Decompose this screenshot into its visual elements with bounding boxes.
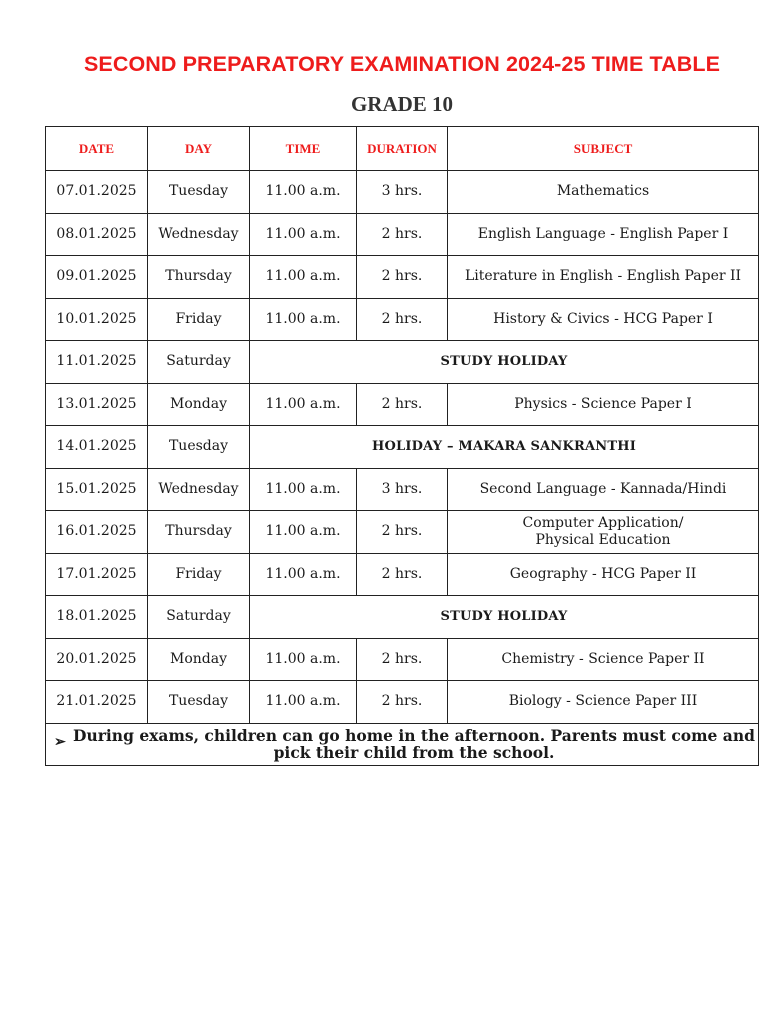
date-cell: 14.01.2025	[46, 426, 148, 469]
date-cell: 10.01.2025	[46, 298, 148, 341]
date-cell: 18.01.2025	[46, 596, 148, 639]
day-cell: Thursday	[148, 511, 250, 554]
day-cell: Monday	[148, 638, 250, 681]
duration-cell: 2 hrs.	[357, 638, 448, 681]
day-cell: Wednesday	[148, 468, 250, 511]
date-cell: 16.01.2025	[46, 511, 148, 554]
table-row	[46, 171, 759, 214]
header-subject: SUBJECT	[448, 127, 759, 171]
day-cell: Saturday	[148, 596, 250, 639]
date-cell: 09.01.2025	[46, 256, 148, 299]
day-cell: Tuesday	[148, 426, 250, 469]
note-row	[46, 723, 759, 766]
timetable-body	[46, 171, 759, 724]
duration-cell: 3 hrs.	[357, 468, 448, 511]
time-cell: 11.00 a.m.	[250, 638, 357, 681]
table-row	[46, 596, 759, 639]
note-text: During exams, children can go home in the afternoon. Parents must come and pick their child from the school.	[73, 726, 755, 763]
date-cell: 07.01.2025	[46, 171, 148, 214]
day-cell: Friday	[148, 298, 250, 341]
note-cell	[46, 723, 759, 766]
time-cell: 11.00 a.m.	[250, 468, 357, 511]
time-cell: 11.00 a.m.	[250, 511, 357, 554]
table-row	[46, 426, 759, 469]
header-day: DAY	[148, 127, 250, 171]
subject-cell: Biology - Science Paper III	[448, 681, 759, 724]
duration-cell: 2 hrs.	[357, 553, 448, 596]
day-cell: Saturday	[148, 341, 250, 384]
table-row	[46, 468, 759, 511]
date-cell: 13.01.2025	[46, 383, 148, 426]
duration-cell: 3 hrs.	[357, 171, 448, 214]
time-cell: 11.00 a.m.	[250, 383, 357, 426]
date-cell: 08.01.2025	[46, 213, 148, 256]
subject-cell: English Language - English Paper I	[448, 213, 759, 256]
subject-cell: History & Civics - HCG Paper I	[448, 298, 759, 341]
table-row	[46, 553, 759, 596]
date-cell: 20.01.2025	[46, 638, 148, 681]
page-title: SECOND PREPARATORY EXAMINATION 2024-25 TIME TABLE	[83, 52, 721, 76]
header-time: TIME	[250, 127, 357, 171]
time-cell: 11.00 a.m.	[250, 171, 357, 214]
duration-cell: 2 hrs.	[357, 213, 448, 256]
time-cell: 11.00 a.m.	[250, 681, 357, 724]
duration-cell: 2 hrs.	[357, 298, 448, 341]
duration-cell: 2 hrs.	[357, 383, 448, 426]
date-cell: 21.01.2025	[46, 681, 148, 724]
arrow-bullet-icon: ➢	[54, 734, 66, 751]
day-cell: Tuesday	[148, 171, 250, 214]
subject-cell: Mathematics	[448, 171, 759, 214]
table-row	[46, 383, 759, 426]
header-date: DATE	[46, 127, 148, 171]
holiday-cell: STUDY HOLIDAY	[250, 341, 759, 384]
duration-cell: 2 hrs.	[357, 511, 448, 554]
subject-cell: Literature in English - English Paper II	[448, 256, 759, 299]
subject-line: Physical Education	[535, 531, 671, 548]
date-cell: 17.01.2025	[46, 553, 148, 596]
date-cell: 11.01.2025	[46, 341, 148, 384]
table-row	[46, 681, 759, 724]
table-row	[46, 511, 759, 554]
subject-cell: Physics - Science Paper I	[448, 383, 759, 426]
day-cell: Tuesday	[148, 681, 250, 724]
date-cell: 15.01.2025	[46, 468, 148, 511]
table-row	[46, 341, 759, 384]
time-cell: 11.00 a.m.	[250, 553, 357, 596]
subject-cell	[448, 511, 759, 554]
timetable	[45, 126, 759, 766]
table-row	[46, 213, 759, 256]
table-row	[46, 298, 759, 341]
duration-cell: 2 hrs.	[357, 681, 448, 724]
holiday-cell: STUDY HOLIDAY	[250, 596, 759, 639]
day-cell: Friday	[148, 553, 250, 596]
time-cell: 11.00 a.m.	[250, 256, 357, 299]
subject-cell: Chemistry - Science Paper II	[448, 638, 759, 681]
day-cell: Monday	[148, 383, 250, 426]
header-row	[46, 127, 759, 171]
holiday-cell: HOLIDAY – MAKARA SANKRANTHI	[250, 426, 759, 469]
subject-cell: Geography - HCG Paper II	[448, 553, 759, 596]
day-cell: Thursday	[148, 256, 250, 299]
subject-line: Computer Application/	[522, 514, 684, 531]
table-row	[46, 256, 759, 299]
subject-cell: Second Language - Kannada/Hindi	[448, 468, 759, 511]
table-row	[46, 638, 759, 681]
time-cell: 11.00 a.m.	[250, 213, 357, 256]
time-cell: 11.00 a.m.	[250, 298, 357, 341]
duration-cell: 2 hrs.	[357, 256, 448, 299]
grade-heading: GRADE 10	[350, 92, 454, 116]
header-duration: DURATION	[357, 127, 448, 171]
day-cell: Wednesday	[148, 213, 250, 256]
